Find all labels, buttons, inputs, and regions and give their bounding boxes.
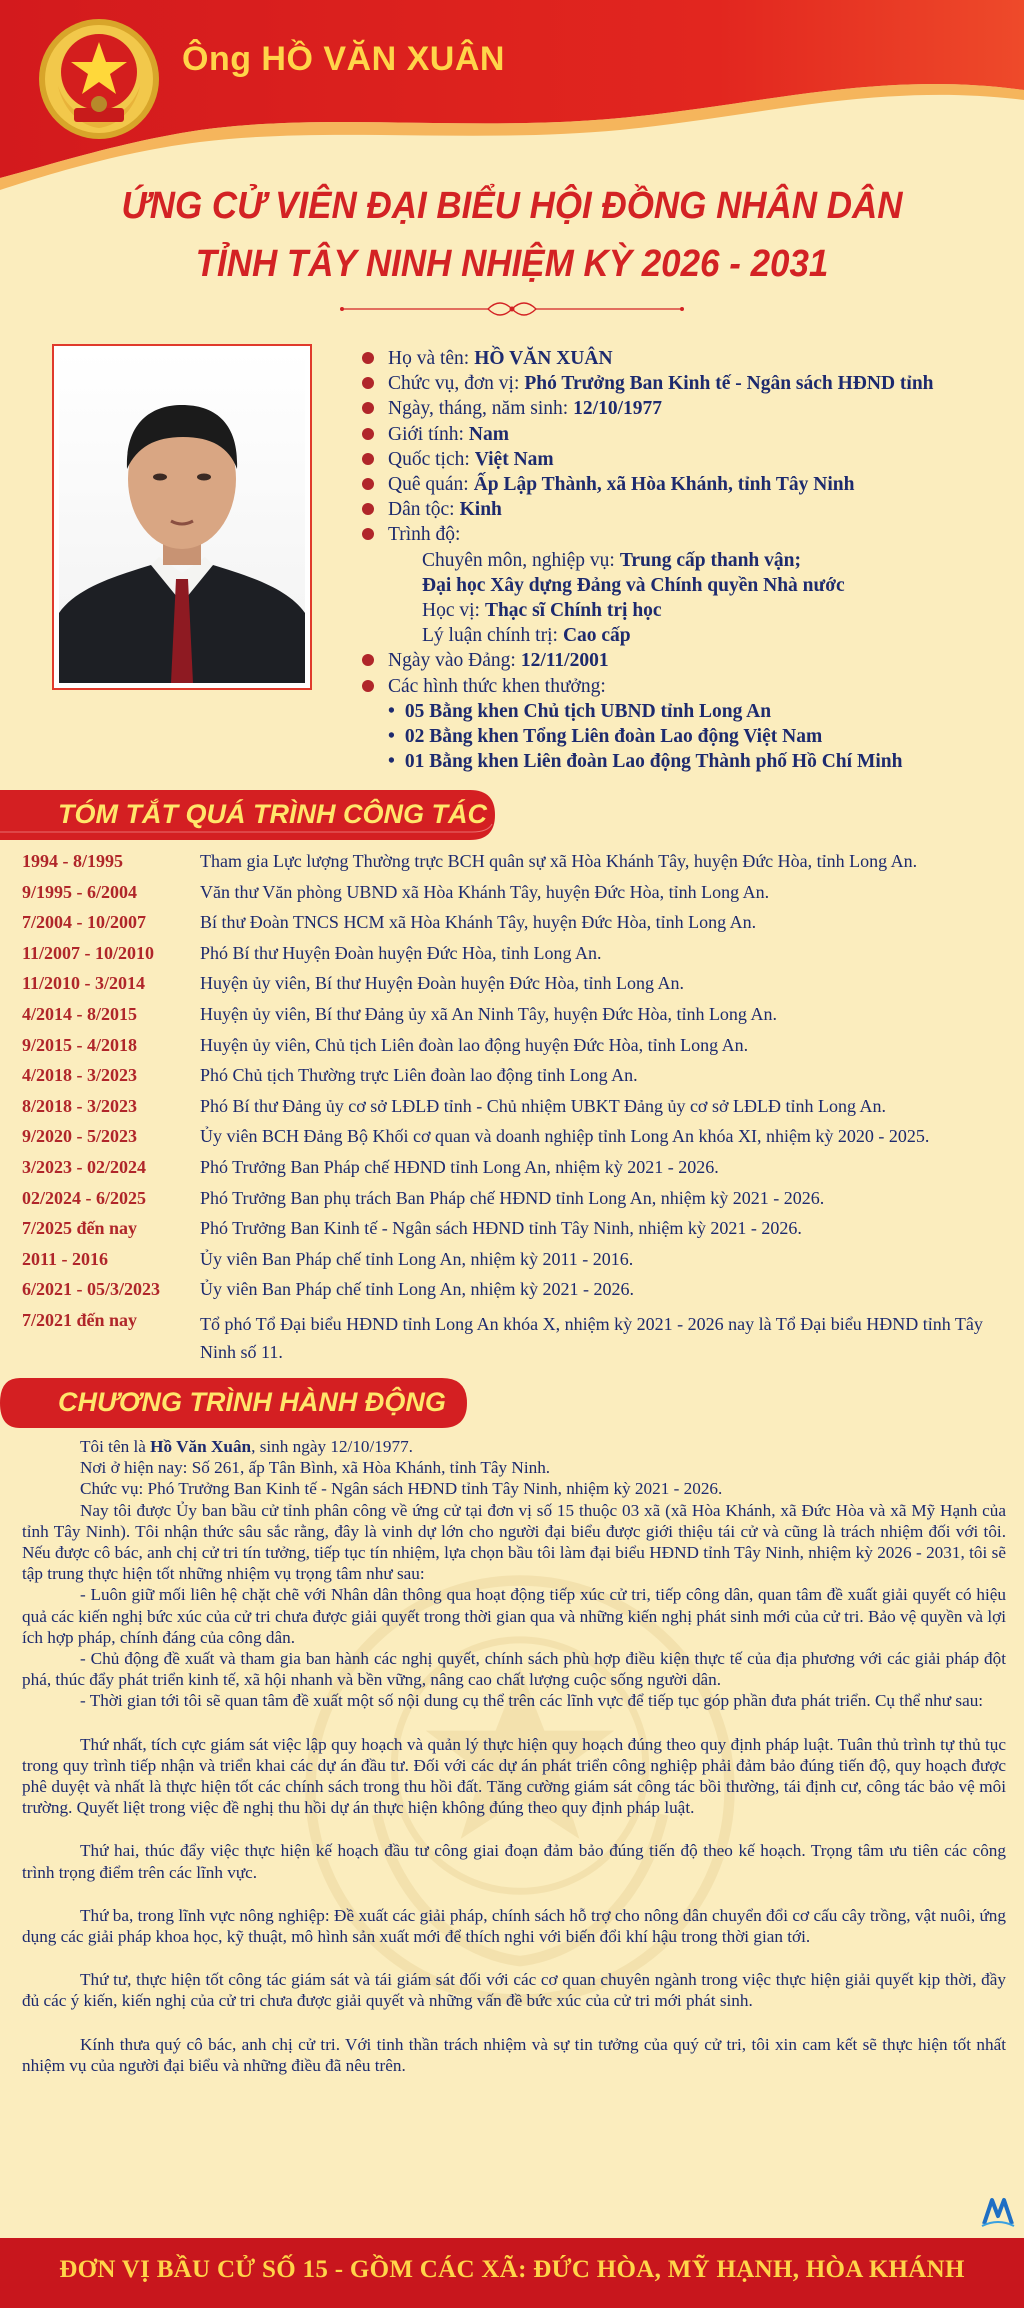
timeline-period: 9/2015 - 4/2018 (22, 1034, 137, 1055)
timeline-period: 11/2007 - 10/2010 (22, 942, 155, 963)
publisher-logo-icon (980, 2194, 1016, 2230)
program-paragraph: - Chủ động đề xuất và tham gia ban hành các nghị quyết, chính sách phù hợp điều kiện thực tế của địa phương với các giải pháp đột phá, thúc đẩy phát triển kinh tế, xã hội nhanh và bền vững, nâng cao chất lượng cuộc sống người dân. (22, 1649, 1006, 1690)
timeline-row (22, 851, 1002, 882)
timeline-description: Phó Bí thư Đảng ủy cơ sở LĐLĐ tỉnh - Chủ nhiệm UBKT Đảng ủy cơ sở LĐLĐ tỉnh Long An. (200, 1095, 886, 1116)
profile-row-hometown: Quê quán: Ấp Lập Thành, xã Hòa Khánh, tỉnh Tây Ninh (362, 472, 1002, 497)
small-bullet-icon: • (388, 751, 395, 773)
timeline-description: Phó Bí thư Huyện Đoàn huyện Đức Hòa, tỉnh Long An. (200, 942, 602, 963)
bullet-icon (362, 478, 374, 490)
program-paragraph: Thứ ba, trong lĩnh vực nông nghiệp: Đề xuất các giải pháp, chính sách hỗ trợ cho nông dân chuyển đổi cơ cấu cây trồng, vật nuôi, ứng dụng các giải pháp khoa học, kỹ thuật, mô hình sản xuất mới để thích nghi với biến đổi khí hậu trong thời gian tới. (22, 1905, 1006, 1947)
bullet-icon (362, 377, 374, 389)
action-program (22, 1436, 1006, 2076)
main-title-line-2: TỈNH TÂY NINH NHIỆM KỲ 2026 - 2031 (195, 243, 829, 285)
timeline-description: Văn thư Văn phòng UBND xã Hòa Khánh Tây, huyện Đức Hòa, tỉnh Long An. (200, 881, 770, 902)
timeline-row (22, 882, 1002, 913)
bullet-icon (362, 402, 374, 414)
bullet-icon (362, 428, 374, 440)
header (0, 0, 1024, 200)
timeline-description: Phó Chủ tịch Thường trực Liên đoàn lao động tỉnh Long An. (200, 1065, 638, 1086)
profile-row-awards: Các hình thức khen thưởng: (362, 674, 1002, 699)
footer-bar (0, 2238, 1024, 2308)
timeline-period: 9/1995 - 6/2004 (22, 881, 137, 902)
award-item: • 02 Bằng khen Tổng Liên đoàn Lao động Việt Nam (362, 724, 1002, 749)
timeline-period: 7/2025 đến nay (22, 1218, 138, 1239)
program-residence: Nơi ở hiện nay: Số 261, ấp Tân Bình, xã Hòa Khánh, tỉnh Tây Ninh. (80, 1458, 551, 1478)
program-paragraph: Thứ hai, thúc đẩy việc thực hiện kế hoạch đầu tư công giai đoạn đảm bảo đúng tiến độ theo kế hoạch. Trọng tâm ưu tiên các công trình trọng điểm trên các lĩnh vực. (22, 1841, 1006, 1882)
candidate-name-heading: Ông HỒ VĂN XUÂN (182, 40, 505, 78)
timeline-description: Huyện ủy viên, Bí thư Huyện Đoàn huyện Đức Hòa, tỉnh Long An. (200, 973, 684, 994)
program-intro: Tôi tên là Hồ Văn Xuân, sinh ngày 12/10/1977. (80, 1437, 413, 1456)
timeline-row (22, 1096, 1002, 1127)
timeline-row (22, 1249, 1002, 1280)
profile-row-party-date: Ngày vào Đảng: 12/11/2001 (362, 648, 1002, 673)
timeline-period: 9/2020 - 5/2023 (22, 1126, 137, 1147)
main-title-line-1: ỨNG CỬ VIÊN ĐẠI BIỂU HỘI ĐỒNG NHÂN DÂN (121, 185, 903, 227)
timeline-period: 3/2023 - 02/2024 (22, 1156, 146, 1177)
timeline-period: 02/2024 - 6/2025 (22, 1187, 146, 1208)
profile-specialty: Chuyên môn, nghiệp vụ: Trung cấp thanh vận; (422, 549, 801, 571)
profile-degree: Học vị: Thạc sĩ Chính trị học (422, 600, 662, 622)
timeline-row (22, 1126, 1002, 1157)
timeline-description: Ủy viên BCH Đảng Bộ Khối cơ quan và doanh nghiệp tỉnh Long An khóa XI, nhiệm kỳ 2020 - 2025. (200, 1126, 930, 1147)
timeline-period: 8/2018 - 3/2023 (22, 1095, 137, 1116)
timeline-row (22, 1188, 1002, 1219)
program-position: Chức vụ: Phó Trưởng Ban Kinh tế - Ngân sách HĐND tỉnh Tây Ninh, nhiệm kỳ 2021 - 2026. (80, 1479, 723, 1499)
bullet-icon (362, 503, 374, 515)
timeline-description: Phó Trưởng Ban phụ trách Ban Pháp chế HĐND tỉnh Long An, nhiệm kỳ 2021 - 2026. (200, 1187, 825, 1208)
timeline-period: 4/2014 - 8/2015 (22, 1003, 137, 1024)
timeline-period: 6/2021 - 05/3/2023 (22, 1279, 160, 1300)
award-item: • 05 Bằng khen Chủ tịch UBND tỉnh Long An (362, 699, 1002, 724)
timeline-description: Huyện ủy viên, Chủ tịch Liên đoàn lao động huyện Đức Hòa, tỉnh Long An. (200, 1034, 749, 1055)
program-paragraph: Kính thưa quý cô bác, anh chị cử tri. Với tinh thần trách nhiệm và sự tin tưởng của quý cử tri, tôi xin cam kết sẽ thực hiện tốt nhất nhiệm vụ của người đại biểu và những điều đã nêu trên. (22, 2034, 1006, 2075)
timeline-description: Ủy viên Ban Pháp chế tỉnh Long An, nhiệm kỳ 2011 - 2016. (200, 1248, 634, 1269)
timeline-description: Tổ phó Tổ Đại biểu HĐND tỉnh Long An khóa X, nhiệm kỳ 2021 - 2026 nay là Tổ Đại biểu HĐND tỉnh Tây Ninh số 11. (200, 1313, 983, 1362)
timeline-period: 1994 - 8/1995 (22, 851, 123, 871)
timeline-row (22, 912, 1002, 943)
title-ornament-divider (338, 300, 686, 318)
bullet-icon (362, 680, 374, 692)
timeline-row (22, 943, 1002, 974)
profile-details (362, 346, 1002, 774)
bullet-icon (362, 654, 374, 666)
timeline-description: Bí thư Đoàn TNCS HCM xã Hòa Khánh Tây, huyện Đức Hòa, tỉnh Long An. (200, 912, 757, 933)
career-section-banner (0, 790, 500, 840)
timeline-row (22, 1065, 1002, 1096)
award-item: • 01 Bằng khen Liên đoàn Lao động Thành phố Hồ Chí Minh (362, 749, 1002, 774)
timeline-row (22, 1218, 1002, 1249)
bullet-icon (362, 352, 374, 364)
bullet-icon (362, 453, 374, 465)
footer-constituency-text: ĐƠN VỊ BẦU CỬ SỐ 15 - GỒM CÁC XÃ: ĐỨC HÒA, MỸ HẠNH, HÒA KHÁNH (59, 2256, 965, 2283)
timeline-description: Phó Trưởng Ban Kinh tế - Ngân sách HĐND tỉnh Tây Ninh, nhiệm kỳ 2021 - 2026. (200, 1218, 802, 1239)
timeline-description: Tham gia Lực lượng Thường trực BCH quân sự xã Hòa Khánh Tây, huyện Đức Hòa, tỉnh Long An. (200, 851, 918, 871)
national-emblem-icon (36, 16, 162, 142)
portrait-photo (59, 351, 305, 683)
small-bullet-icon: • (388, 700, 395, 722)
profile-specialty-2: Đại học Xây dựng Đảng và Chính quyền Nhà nước (422, 574, 845, 596)
timeline-row (22, 1279, 1002, 1310)
profile-row-name: Họ và tên: HỒ VĂN XUÂN (362, 346, 1002, 371)
timeline-period: 7/2021 đến nay (22, 1309, 138, 1330)
profile-political-theory: Lý luận chính trị: Cao cấp (422, 625, 631, 647)
program-paragraph: Nay tôi được Ủy ban bầu cử tỉnh phân công về ứng cử tại đơn vị số 15 thuộc 03 xã (xã Hòa Khánh, xã Đức Hòa và xã Mỹ Hạnh của tỉnh Tây Ninh). Tôi nhận thức sâu sắc rằng, đây là vinh dự lớn cho người đại biểu được giới thiệu tái cử và cũng là trách nhiệm đối với tôi. Nếu được cô bác, anh chị cử tri tín tưởng, tiếp tục tín nhiệm, lựa chọn bầu tôi làm đại biểu HĐND tỉnh Tây Ninh, nhiệm kỳ 2026 - 2031, tôi sẽ tập trung thực hiện tốt những nhiệm vụ trọng tâm như sau: (22, 1500, 1006, 1584)
timeline-row (22, 1310, 1002, 1368)
program-paragraph: - Thời gian tới tôi sẽ quan tâm đề xuất một số nội dung cụ thể trên các lĩnh vực để tiếp tục góp phần đưa phát triển. Cụ thể như sau: (80, 1691, 984, 1711)
timeline-row (22, 1157, 1002, 1188)
timeline-description: Huyện ủy viên, Bí thư Đảng ủy xã An Ninh Tây, huyện Đức Hòa, tỉnh Long An. (200, 1003, 777, 1024)
timeline-period: 11/2010 - 3/2014 (22, 973, 146, 994)
candidate-portrait (52, 344, 312, 690)
timeline-row (22, 973, 1002, 1004)
career-section-title: TÓM TẮT QUÁ TRÌNH CÔNG TÁC (58, 799, 487, 829)
timeline-description: Phó Trưởng Ban Pháp chế HĐND tỉnh Long An, nhiệm kỳ 2021 - 2026. (200, 1156, 719, 1177)
timeline-description: Ủy viên Ban Pháp chế tỉnh Long An, nhiệm kỳ 2021 - 2026. (200, 1279, 634, 1300)
program-paragraph: Thứ tư, thực hiện tốt công tác giám sát và tái giám sát đối với các cơ quan chuyên ngành trong việc thực hiện giải quyết kịp thời, đầy đủ các ý kiến, kiến nghị của cử tri chưa được giải quyết và những vấn đề bức xúc của cử tri mới phát sinh. (22, 1970, 1006, 2011)
career-timeline (22, 851, 1002, 1368)
profile-row-dob: Ngày, tháng, năm sinh: 12/10/1977 (362, 396, 1002, 421)
profile-row-nationality: Quốc tịch: Việt Nam (362, 447, 1002, 472)
program-section-banner (0, 1378, 470, 1428)
bullet-icon (362, 528, 374, 540)
timeline-period: 2011 - 2016 (22, 1248, 109, 1269)
small-bullet-icon: • (388, 726, 395, 748)
program-section-title: CHƯƠNG TRÌNH HÀNH ĐỘNG (58, 1387, 446, 1417)
profile-row-position: Chức vụ, đơn vị: Phó Trưởng Ban Kinh tế - Ngân sách HĐND tỉnh (362, 371, 1002, 396)
profile-row-gender: Giới tính: Nam (362, 422, 1002, 447)
timeline-period: 4/2018 - 3/2023 (22, 1065, 137, 1086)
timeline-period: 7/2004 - 10/2007 (22, 912, 146, 933)
program-paragraph: - Luôn giữ mối liên hệ chặt chẽ với Nhân dân thông qua hoạt động tiếp xúc cử tri, tiếp công dân, quan tâm đề xuất giải quyết có hiệu quả các kiến nghị bức xúc của cử tri chưa được giải quyết trong thời gian qua và những kiến nghị phát sinh mới của cử tri. Bảo vệ quyền và lợi ích hợp pháp, chính đáng của công dân. (22, 1585, 1006, 1647)
program-paragraph: Thứ nhất, tích cực giám sát việc lập quy hoạch và quản lý thực hiện quy hoạch đúng theo quy định pháp luật. Tuân thủ trình tự thủ tục trong quy trình tiếp nhận và triển khai các dự án đầu tư. Đối với các dự án phát triển công nghiệp phải đảm bảo đúng tiến độ, quy hoạch được phê duyệt và nhất là thực hiện tốt các chính sách trong thu hồi đất. Tăng cường giám sát công tác bồi thường, tái định cư, công tác bảo vệ môi trường. Quyết liệt trong việc đề nghị thu hồi dự án thực hiện không đúng theo quy định pháp luật. (22, 1734, 1006, 1818)
profile-row-ethnicity: Dân tộc: Kinh (362, 497, 1002, 522)
timeline-row (22, 1004, 1002, 1035)
profile-row-education: Trình độ: (362, 522, 1002, 547)
timeline-row (22, 1035, 1002, 1066)
